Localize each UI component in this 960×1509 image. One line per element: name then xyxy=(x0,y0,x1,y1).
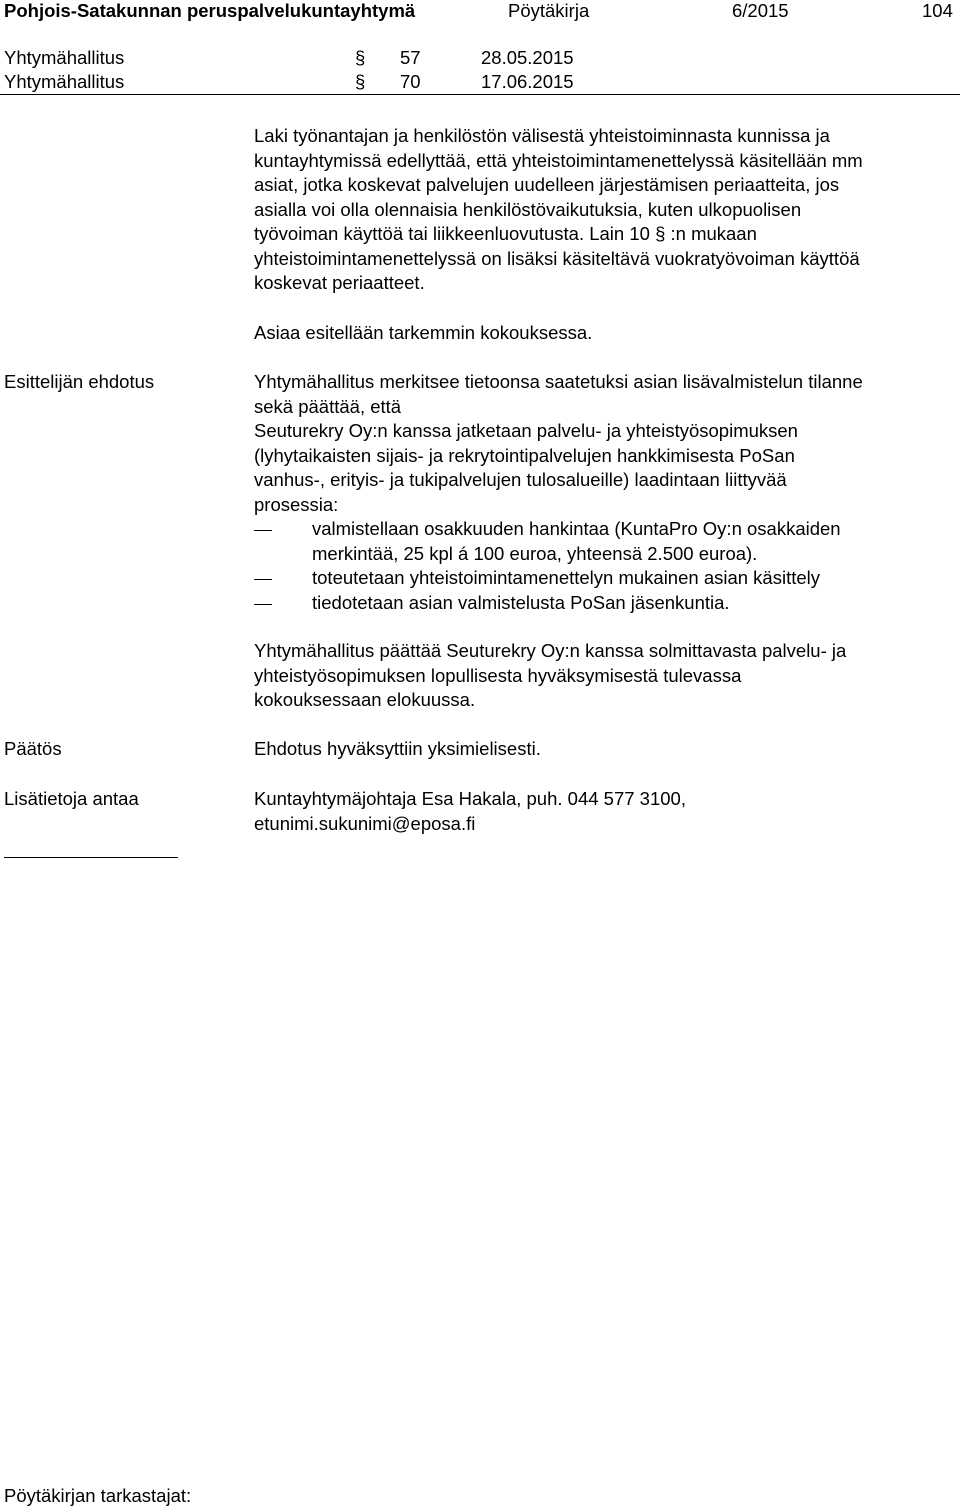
list-item-line: valmistellaan osakkuuden hankintaa (KuntaPro Oy:n osakkaiden xyxy=(312,518,841,539)
list-item-line: merkintää, 25 kpl á 100 euroa, yhteensä 2.500 euroa). xyxy=(312,542,758,564)
intro-note xyxy=(254,321,592,346)
paragraph-line: kuntayhtymissä edellyttää, että yhteistoimintamenettelyssä käsitellään mm xyxy=(254,149,863,171)
paragraph-line: vanhus-, erityis- ja tukipalvelujen tulosalueille) laadintaan liittyvää xyxy=(254,469,787,490)
proposal-text xyxy=(254,370,863,517)
paragraph-line: prosessia: xyxy=(254,493,339,515)
decision-label: Päätös xyxy=(4,738,62,759)
meeting-row xyxy=(0,46,960,71)
contact-text xyxy=(254,787,686,836)
dash-bullet-icon xyxy=(254,566,274,591)
meeting-body: Yhtymähallitus xyxy=(4,71,125,92)
page-number: 104 xyxy=(922,0,953,21)
organization-name: Pohjois-Satakunnan peruspalvelukuntayhtymä xyxy=(4,0,416,21)
contact-line: Kuntayhtymäjohtaja Esa Hakala, puh. 044 577 3100, xyxy=(254,788,686,809)
meeting-date: 28.05.2015 xyxy=(481,47,574,68)
list-item xyxy=(312,517,841,566)
paragraph-line: Laki työnantajan ja henkilöstön välisestä yhteistoiminnasta kunnissa ja xyxy=(254,125,830,146)
footer-label: Pöytäkirjan tarkastajat: xyxy=(4,1485,192,1506)
section-number: 70 xyxy=(400,71,421,92)
list-item xyxy=(312,591,730,616)
proposal-label: Esittelijän ehdotus xyxy=(4,371,155,392)
section-number: 57 xyxy=(400,47,421,68)
paragraph-line: Seuturekry Oy:n kanssa jatketaan palvelu- ja yhteistyösopimuksen xyxy=(254,420,798,441)
document-type: Pöytäkirja xyxy=(508,0,590,21)
proposal-final-paragraph xyxy=(254,639,846,713)
paragraph-line: asiat, jotka koskevat palvelujen uudelleen järjestämisen periaatteita, jos xyxy=(254,174,840,195)
intro-note-text: Asiaa esitellään tarkemmin kokouksessa. xyxy=(254,322,593,343)
paragraph-line: Yhtymähallitus merkitsee tietoonsa saatetuksi asian lisävalmistelun tilanne xyxy=(254,371,863,392)
paragraph-line: kokouksessaan elokuussa. xyxy=(254,689,476,710)
paragraph-line: yhteistoimintamenettelyssä on lisäksi käsiteltävä vuokratyövoiman käyttöä xyxy=(254,247,860,269)
contact-label: Lisätietoja antaa xyxy=(4,788,139,809)
paragraph-line: yhteistyösopimuksen lopullisesta hyväksymisestä tulevassa xyxy=(254,664,742,686)
paragraph-line: asialla voi olla olennaisia henkilöstövaikutuksia, kuten ulkopuolisen xyxy=(254,198,802,220)
list-item-line: toteutetaan yhteistoimintamenettelyn mukainen asian käsittely xyxy=(312,567,821,588)
section-end-rule xyxy=(4,857,178,858)
paragraph-line: koskevat periaatteet. xyxy=(254,272,425,293)
issue-number: 6/2015 xyxy=(732,0,789,21)
section-sign: § xyxy=(355,47,366,68)
meeting-date: 17.06.2015 xyxy=(481,71,574,92)
paragraph-line: työvoiman käyttöä tai liikkeenluovutusta. Lain 10 § :n mukaan xyxy=(254,223,757,244)
dash-bullet-icon xyxy=(254,591,274,616)
list-item-line: tiedotetaan asian valmistelusta PoSan jäsenkuntia. xyxy=(312,592,730,613)
intro-paragraph xyxy=(254,124,863,296)
paragraph-line: (lyhytaikaisten sijais- ja rekrytointipalvelujen hankkimisesta PoSan xyxy=(254,444,795,466)
paragraph-line: Yhtymähallitus päättää Seuturekry Oy:n kanssa solmittavasta palvelu- ja xyxy=(254,640,847,661)
decision-text xyxy=(254,737,541,762)
paragraph-line: sekä päättää, että xyxy=(254,395,402,417)
meeting-body: Yhtymähallitus xyxy=(4,47,125,68)
decision-text-line: Ehdotus hyväksyttiin yksimielisesti. xyxy=(254,738,541,759)
dash-bullet-icon xyxy=(254,517,274,542)
meeting-row xyxy=(0,70,960,95)
list-item xyxy=(312,566,820,591)
contact-email: etunimi.sukunimi@eposa.fi xyxy=(254,812,476,834)
header-divider xyxy=(0,94,960,95)
section-sign: § xyxy=(355,71,366,92)
